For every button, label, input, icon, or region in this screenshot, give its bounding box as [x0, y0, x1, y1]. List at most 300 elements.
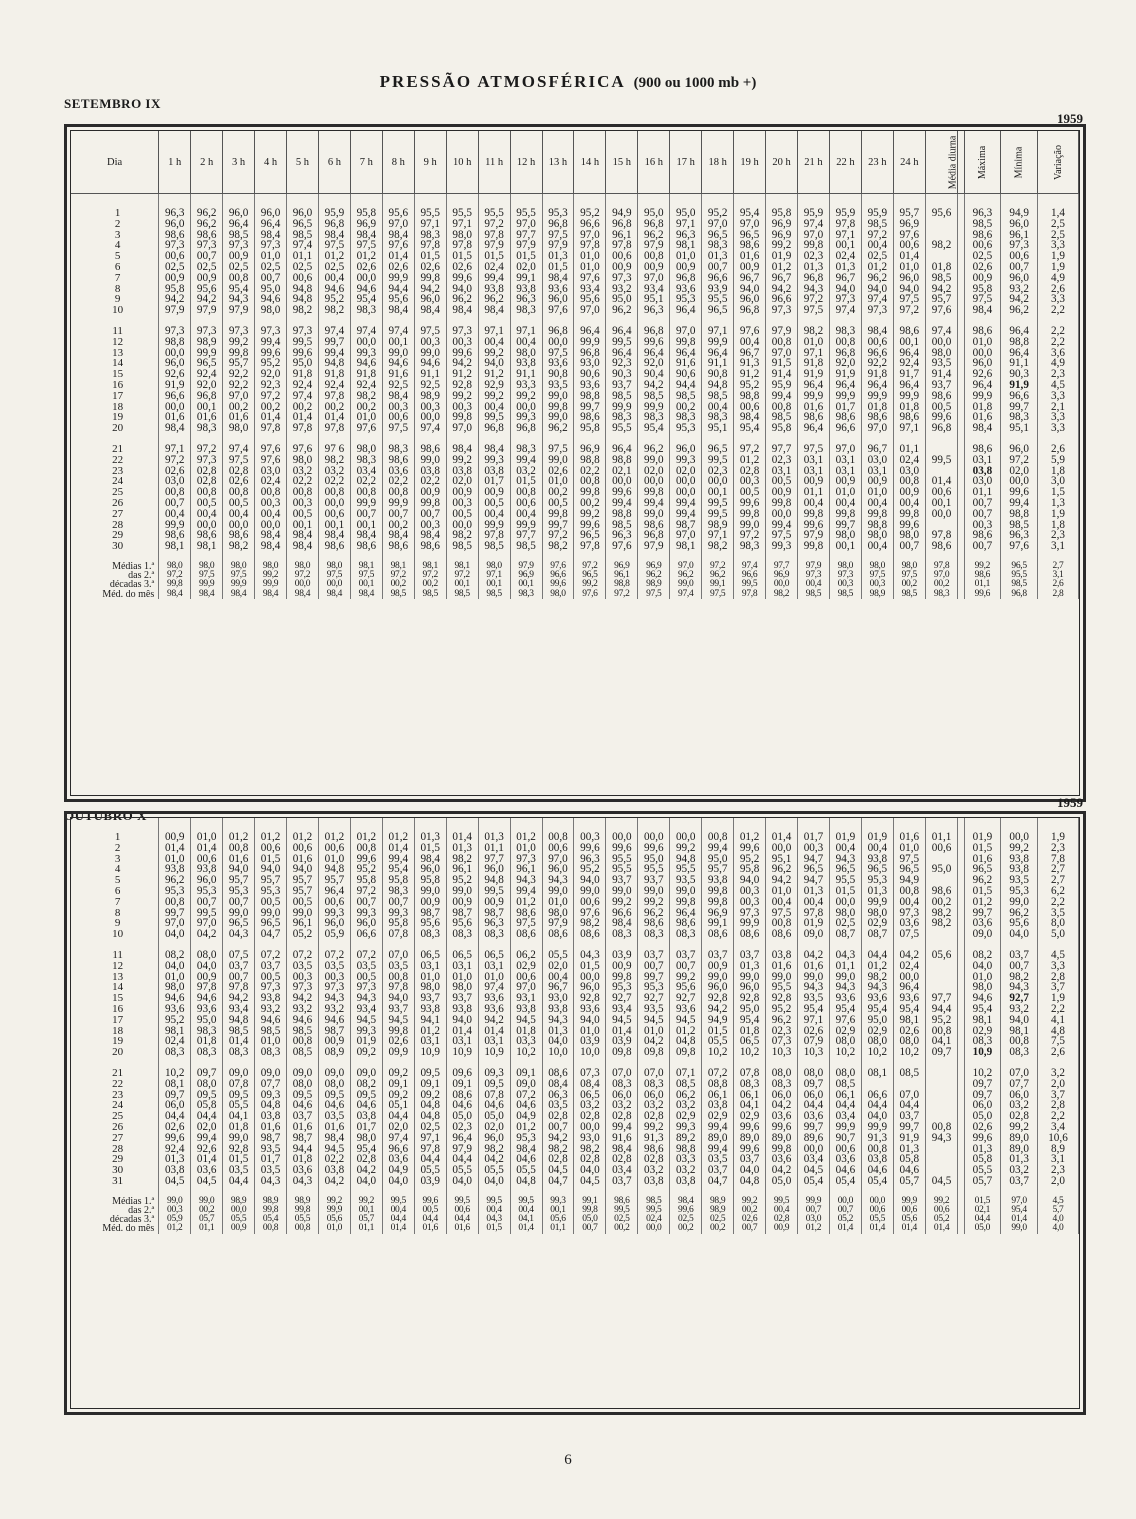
hour-value: 98,4 — [510, 1144, 542, 1155]
hour-value: 01,2 — [510, 1122, 542, 1133]
hour-value: 98,0 — [510, 348, 542, 359]
hour-value: 01,6 — [223, 412, 255, 423]
hour-value: 09,1 — [510, 1068, 542, 1079]
hour-value: 99,4 — [255, 337, 287, 348]
hour-value: 98,5 — [510, 541, 542, 552]
hour-value: 95,8 — [159, 284, 191, 295]
hour-value: 01,4 — [478, 1026, 510, 1037]
hour-value: 01,0 — [318, 854, 350, 865]
hour-value: 03,5 — [702, 1154, 734, 1165]
hour-value: 02,5 — [223, 262, 255, 273]
hour-value: 97,5 — [798, 305, 830, 316]
spacer-cell — [191, 194, 223, 209]
hour-value: 99,6 — [606, 487, 638, 498]
hour-value: 97,3 — [734, 908, 766, 919]
hour-value: 98,4 — [287, 530, 319, 541]
col-header-hour: 24 h — [893, 131, 925, 194]
hour-value: 99,9 — [574, 337, 606, 348]
hour-value: 99,9 — [638, 402, 670, 413]
hour-value: 97,4 — [861, 294, 893, 305]
hour-value: 97,4 — [223, 444, 255, 455]
variation-value: 3,1 — [1038, 541, 1079, 552]
col-header-hour: 7 h — [350, 131, 382, 194]
hour-value: 94,2 — [766, 875, 798, 886]
hour-value: 00,0 — [670, 487, 702, 498]
min-value: 99,0 — [1001, 897, 1038, 908]
hour-value: 09,0 — [350, 1068, 382, 1079]
hour-value: 98,6 — [382, 455, 414, 466]
mean-value: 05,7 — [350, 1215, 382, 1224]
hour-value: 02,9 — [861, 1026, 893, 1037]
hour-value: 04,8 — [670, 1036, 702, 1047]
spacer-cell — [382, 194, 414, 209]
mean-value: 00,2 — [925, 580, 958, 589]
hour-value: 00,4 — [829, 843, 861, 854]
mean-value: 99,1 — [574, 1197, 606, 1206]
hour-value: 99,9 — [829, 391, 861, 402]
spacer-cell — [734, 194, 766, 209]
mean-value: 98,1 — [414, 562, 446, 571]
hour-value: 95,1 — [766, 854, 798, 865]
hour-value: 98,5 — [223, 1026, 255, 1037]
hour-value: 95,4 — [350, 294, 382, 305]
hour-value: 92,0 — [638, 358, 670, 369]
day-number: 7 — [71, 897, 159, 908]
col-header-hour: 16 h — [638, 131, 670, 194]
variation-value: 3,3 — [1038, 412, 1079, 423]
daily-mean — [925, 219, 958, 230]
hour-value: 04,3 — [574, 950, 606, 961]
hour-value: 03,8 — [159, 1165, 191, 1176]
hour-value: 10,0 — [542, 1047, 574, 1058]
hour-value: 00,5 — [223, 498, 255, 509]
hour-value: 05,7 — [893, 1176, 925, 1187]
hour-value: 07,1 — [670, 1068, 702, 1079]
spacer-cell — [223, 194, 255, 209]
spacer-cell — [829, 818, 861, 832]
min-value: 91,9 — [1001, 380, 1038, 391]
hour-value: 08,1 — [861, 1068, 893, 1079]
hour-value: 94,2 — [223, 993, 255, 1004]
hour-value: 09,2 — [414, 1090, 446, 1101]
mean-value: 98,9 — [702, 1197, 734, 1206]
hour-value: 03,1 — [478, 1036, 510, 1047]
hour-value: 93,5 — [638, 1004, 670, 1015]
min-value: 03,7 — [1001, 950, 1038, 961]
mean-value: 04,4 — [446, 1215, 478, 1224]
hour-value: 99,2 — [606, 897, 638, 908]
hour-value: 95,7 — [223, 875, 255, 886]
spacer-cell — [702, 818, 734, 832]
hour-value: 98,0 — [255, 305, 287, 316]
hour-value: 01,0 — [478, 972, 510, 983]
hour-value: 97,4 — [287, 391, 319, 402]
hour-value: 98,6 — [638, 918, 670, 929]
hour-value: 09,5 — [414, 1068, 446, 1079]
hour-value: 98,7 — [255, 1133, 287, 1144]
hour-value: 01,6 — [893, 832, 925, 843]
hour-value: 01,2 — [734, 455, 766, 466]
hour-value: 97,6 — [255, 444, 287, 455]
max-value: 03,1 — [964, 455, 1001, 466]
hour-value: 98,0 — [159, 982, 191, 993]
min-value: 93,5 — [1001, 875, 1038, 886]
hour-value: 99,0 — [829, 972, 861, 983]
hour-value: 01,6 — [159, 412, 191, 423]
hour-value: 91,2 — [734, 369, 766, 380]
hour-value: 99,5 — [702, 455, 734, 466]
hour-value: 96,0 — [350, 918, 382, 929]
hour-value: 97,4 — [382, 1133, 414, 1144]
hour-value: 09,5 — [350, 1090, 382, 1101]
mean-value: 99,9 — [318, 1206, 350, 1215]
mean-value: 05,9 — [159, 1215, 191, 1224]
hour-value: 96,3 — [670, 230, 702, 241]
hour-value: 97,9 — [542, 918, 574, 929]
hour-value: 97,6 — [893, 230, 925, 241]
max-value: 98,6 — [964, 230, 1001, 241]
hour-value: 03,5 — [255, 1165, 287, 1176]
max-value: 98,4 — [964, 305, 1001, 316]
hour-value: 99,0 — [542, 412, 574, 423]
hour-value: 96,1 — [606, 230, 638, 241]
hour-value: 93,6 — [861, 993, 893, 1004]
hour-value: 98,4 — [318, 1133, 350, 1144]
hour-value: 09,5 — [191, 1090, 223, 1101]
hour-value: 00,4 — [478, 509, 510, 520]
hour-value: 98,2 — [574, 918, 606, 929]
daily-mean: 94,2 — [925, 284, 958, 295]
max-value: 03,6 — [964, 918, 1001, 929]
hour-value: 94,8 — [478, 875, 510, 886]
hour-value: 95,6 — [670, 982, 702, 993]
mean-value: 00,2 — [893, 580, 925, 589]
daily-mean — [925, 1068, 958, 1079]
hour-value: 01,7 — [350, 1122, 382, 1133]
mean-value: 05,6 — [893, 1215, 925, 1224]
hour-value: 00,8 — [893, 476, 925, 487]
hour-value: 93,8 — [191, 864, 223, 875]
hour-value: 99,6 — [446, 348, 478, 359]
hour-value: 95,2 — [318, 294, 350, 305]
hour-value: 00,3 — [734, 476, 766, 487]
max-value: 09,7 — [964, 1079, 1001, 1090]
hour-value: 02,8 — [350, 1154, 382, 1165]
hour-value: 97,9 — [510, 240, 542, 251]
max-value: 05,7 — [964, 1176, 1001, 1187]
hour-value: 97,2 — [734, 444, 766, 455]
table-row — [71, 305, 1079, 316]
hour-value: 97,1 — [670, 219, 702, 230]
spacer-row — [71, 194, 1079, 209]
hour-value: 98,0 — [350, 444, 382, 455]
hour-value: 00,6 — [574, 897, 606, 908]
mean-value: 97,6 — [574, 590, 606, 599]
mean-value: 02,5 — [606, 1215, 638, 1224]
max-value: 01,8 — [964, 402, 1001, 413]
hour-value: 00,9 — [159, 832, 191, 843]
mean-value: 03,0 — [798, 1215, 830, 1224]
hour-value: 00,9 — [446, 897, 478, 908]
hour-value: 02,2 — [574, 466, 606, 477]
hour-value: 00,7 — [893, 541, 925, 552]
mean-value: 98,3 — [510, 590, 542, 599]
mean-value: 99,2 — [574, 580, 606, 589]
hour-value: 08,9 — [318, 1047, 350, 1058]
hour-value: 97,5 — [223, 455, 255, 466]
hour-value: 97,8 — [287, 423, 319, 434]
hour-value: 01,8 — [734, 1026, 766, 1037]
hour-value: 98,6 — [382, 541, 414, 552]
hour-value: 01,8 — [287, 1154, 319, 1165]
hour-value: 04,7 — [542, 1176, 574, 1187]
hour-value: 00,1 — [382, 337, 414, 348]
hour-value: 00,8 — [350, 487, 382, 498]
hour-value: 08,0 — [287, 1079, 319, 1090]
variation-value: 2,5 — [1038, 219, 1079, 230]
hour-value: 02,9 — [702, 1111, 734, 1122]
hour-value: 01,2 — [414, 1026, 446, 1037]
hour-value: 01,5 — [223, 1154, 255, 1165]
max-value: 94,6 — [964, 993, 1001, 1004]
hour-value: 98,0 — [223, 423, 255, 434]
hour-value: 07,3 — [766, 1036, 798, 1047]
hour-value: 99,9 — [606, 402, 638, 413]
table-row — [71, 832, 1079, 843]
hour-value: 96,2 — [861, 273, 893, 284]
mean-value: 99,8 — [159, 580, 191, 589]
hour-value: 00,7 — [670, 961, 702, 972]
daily-mean — [925, 929, 958, 940]
hour-value: 09,7 — [798, 1079, 830, 1090]
hour-value: 07,0 — [638, 1068, 670, 1079]
hour-value: 95,9 — [829, 208, 861, 219]
hour-value: 95,8 — [382, 875, 414, 886]
hour-value: 09,3 — [255, 1090, 287, 1101]
day-number: 1 — [71, 208, 159, 219]
hour-value: 94,2 — [638, 380, 670, 391]
hour-value: 96,3 — [159, 208, 191, 219]
day-number: 20 — [71, 1047, 159, 1058]
hour-value: 01,5 — [829, 886, 861, 897]
hour-value: 04,4 — [382, 1111, 414, 1122]
hour-value: 91,2 — [478, 369, 510, 380]
hour-value: 01,4 — [287, 412, 319, 423]
mean-value: 00,0 — [861, 1197, 893, 1206]
hour-value: 93,8 — [446, 1004, 478, 1015]
mean-value: 00,1 — [542, 1206, 574, 1215]
hour-value: 99,7 — [638, 972, 670, 983]
hour-value: 03,9 — [606, 1036, 638, 1047]
hour-value: 00,8 — [287, 1036, 319, 1047]
hour-value: 96,2 — [606, 305, 638, 316]
hour-value: 03,1 — [798, 466, 830, 477]
hour-value: 95,5 — [606, 864, 638, 875]
hour-value: 95,9 — [798, 208, 830, 219]
hour-value: 96,5 — [255, 918, 287, 929]
hour-value: 95,3 — [191, 886, 223, 897]
hour-value: 98,4 — [287, 541, 319, 552]
day-number: 12 — [71, 337, 159, 348]
hour-value: 91,8 — [318, 369, 350, 380]
spacer-cell — [71, 194, 159, 209]
hour-value: 00,4 — [893, 498, 925, 509]
hour-value: 00,6 — [510, 498, 542, 509]
mean-value: 98,9 — [638, 580, 670, 589]
daily-mean: 00,2 — [925, 897, 958, 908]
hour-value: 93,5 — [542, 380, 574, 391]
variation-value: 4,5 — [1038, 380, 1079, 391]
mean-value: 05,2 — [925, 1215, 958, 1224]
mean-value: 05,5 — [223, 1215, 255, 1224]
hour-value: 97,3 — [766, 305, 798, 316]
hour-value: 07,5 — [223, 950, 255, 961]
mean-value: 00,0 — [318, 580, 350, 589]
col-header-hour: 5 h — [287, 131, 319, 194]
day-number: 31 — [71, 1176, 159, 1187]
min-value: 94,3 — [1001, 982, 1038, 993]
hour-value: 04,0 — [159, 929, 191, 940]
hour-value: 00,2 — [542, 487, 574, 498]
mean-value: 01,2 — [159, 1224, 191, 1233]
mean-value: 00,7 — [798, 1206, 830, 1215]
hour-value: 93,8 — [702, 875, 734, 886]
hour-value: 94,6 — [159, 993, 191, 1004]
hour-value: 97,4 — [318, 326, 350, 337]
hour-value: 00,3 — [414, 337, 446, 348]
max-value: 02,9 — [964, 1026, 1001, 1037]
hour-value: 97,6 — [734, 326, 766, 337]
max-value: 00,6 — [964, 240, 1001, 251]
day-number: 11 — [71, 326, 159, 337]
hour-value: 07,3 — [574, 1068, 606, 1079]
col-header-hour: 22 h — [829, 131, 861, 194]
mean-value: 98,0 — [287, 562, 319, 571]
max-value: 01,2 — [964, 897, 1001, 908]
hour-value: 08,3 — [446, 929, 478, 940]
hour-value: 03,0 — [255, 466, 287, 477]
max-value: 02,6 — [964, 262, 1001, 273]
hour-value: 95,5 — [446, 208, 478, 219]
hour-value: 94,3 — [542, 875, 574, 886]
mean-value: 99,5 — [734, 580, 766, 589]
hour-value: 97,5 — [893, 294, 925, 305]
mean-value: 97,2 — [414, 571, 446, 580]
hour-value: 97,5 — [542, 348, 574, 359]
variation-value: 3,3 — [1038, 240, 1079, 251]
hour-value: 95,3 — [255, 886, 287, 897]
hour-value: 98,0 — [446, 982, 478, 993]
hour-value: 00,6 — [861, 337, 893, 348]
table-row — [71, 1133, 1079, 1144]
hour-value: 08,3 — [159, 1047, 191, 1058]
hour-value: 09,5 — [478, 1079, 510, 1090]
variation-value: 2,2 — [1038, 1111, 1079, 1122]
hour-value: 99,9 — [382, 498, 414, 509]
hour-value: 93,2 — [318, 1004, 350, 1015]
hour-value: 01,0 — [766, 886, 798, 897]
hour-value: 03,9 — [414, 1176, 446, 1187]
hour-value: 02,5 — [287, 262, 319, 273]
daily-mean — [925, 1154, 958, 1165]
hour-value: 98,5 — [766, 412, 798, 423]
daily-mean: 00,6 — [925, 487, 958, 498]
hour-value: 94,2 — [478, 1015, 510, 1026]
hour-value: 98,8 — [574, 391, 606, 402]
hour-value: 05,5 — [702, 1036, 734, 1047]
hour-value: 09,0 — [798, 929, 830, 940]
hour-value: 00,4 — [861, 498, 893, 509]
hour-value: 99,3 — [510, 412, 542, 423]
hour-value: 92,8 — [734, 993, 766, 1004]
mean-value: 00,4 — [798, 580, 830, 589]
hour-value: 96,7 — [542, 982, 574, 993]
hour-value: 98,4 — [350, 230, 382, 241]
min-value: 98,8 — [1001, 337, 1038, 348]
hour-value: 96,8 — [638, 219, 670, 230]
hour-value: 97,3 — [287, 982, 319, 993]
hour-value: 00,9 — [191, 972, 223, 983]
hour-value: 93,0 — [574, 358, 606, 369]
hour-value: 95,2 — [446, 875, 478, 886]
hour-value: 97,5 — [382, 423, 414, 434]
col-header-hour: 13 h — [542, 131, 574, 194]
hour-value: 00,6 — [606, 251, 638, 262]
hour-value: 01,0 — [829, 487, 861, 498]
hour-value: 96,0 — [191, 875, 223, 886]
min-value: 98,2 — [1001, 972, 1038, 983]
hour-value: 00,4 — [702, 402, 734, 413]
table-row — [71, 455, 1079, 466]
hour-value: 94,3 — [318, 993, 350, 1004]
hour-value: 93,4 — [574, 284, 606, 295]
max-value: 05,0 — [964, 1111, 1001, 1122]
hour-value: 00,3 — [414, 402, 446, 413]
table-row — [71, 476, 1079, 487]
hour-value: 97,0 — [861, 423, 893, 434]
hour-value: 01,6 — [798, 961, 830, 972]
hour-value: 99,1 — [510, 273, 542, 284]
hour-value: 97,9 — [542, 240, 574, 251]
spacer-cell — [510, 194, 542, 209]
hour-value: 99,4 — [478, 273, 510, 284]
hour-value: 97,8 — [574, 541, 606, 552]
hour-value: 09,8 — [638, 1047, 670, 1058]
hour-value: 03,6 — [191, 1165, 223, 1176]
hour-value: 95,4 — [734, 1015, 766, 1026]
hour-value: 98,2 — [574, 1144, 606, 1155]
hour-value: 94,6 — [318, 284, 350, 295]
hour-value: 04,4 — [414, 1154, 446, 1165]
hour-value: 99,9 — [734, 918, 766, 929]
hour-value: 94,8 — [702, 380, 734, 391]
mean-value: 97,3 — [829, 571, 861, 580]
hour-value: 96,3 — [606, 530, 638, 541]
hour-value: 97,9 — [638, 541, 670, 552]
hour-value: 96,5 — [287, 219, 319, 230]
hour-value: 97,6 — [829, 1015, 861, 1026]
mean-extreme: 95,5 — [1001, 571, 1038, 580]
hour-value: 01,6 — [223, 854, 255, 865]
hour-value: 98,6 — [159, 530, 191, 541]
mean-value: 99,5 — [478, 1197, 510, 1206]
hour-value: 94,0 — [287, 864, 319, 875]
hour-value: 99,4 — [510, 455, 542, 466]
mean-value: 98,5 — [893, 590, 925, 599]
hour-value: 98,8 — [670, 1144, 702, 1155]
hour-value: 04,1 — [734, 1100, 766, 1111]
hour-value: 93,7 — [606, 875, 638, 886]
